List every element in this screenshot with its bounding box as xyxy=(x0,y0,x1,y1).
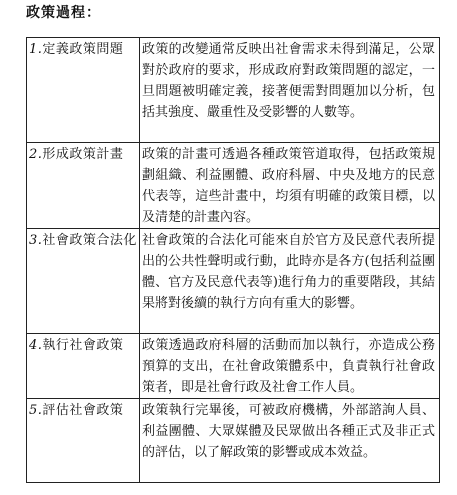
step-description: 政策透過政府科層的活動而加以執行，亦造成公務預算的支出，在社會政策體系中，負責執行社會政策者，即是社會行政及社會工作人員。 xyxy=(140,334,440,399)
table-row xyxy=(27,38,440,143)
step-label: 形成政策計畫 xyxy=(42,147,124,162)
step-label: 執行社會政策 xyxy=(42,338,124,353)
step-number: 5. xyxy=(29,403,43,418)
step-description: 政策的計畫可透過各種政策管道取得，包括政策規劃組織、利益團體、政府科層、中央及地方的民意代表等，這些計畫中，均須有明確的政策目標，以及清楚的計畫內容。 xyxy=(140,143,440,229)
step-label-cell xyxy=(27,334,140,399)
step-label-cell xyxy=(27,38,140,143)
step-label-cell xyxy=(27,399,140,483)
step-number: 2. xyxy=(29,147,43,162)
step-number: 3. xyxy=(29,233,43,248)
step-description: 政策執行完畢後，可被政府機構，外部諮詢人員、利益團體、大眾媒體及民眾做出各種正式及非正式的評估，以了解政策的影響或成本效益。 xyxy=(140,399,440,483)
step-label: 社會政策合法化 xyxy=(42,233,137,248)
step-description: 社會政策的合法化可能來自於官方及民意代表所提出的公共性聲明或行動，此時亦是各方(包括利益團體、官方及民意代表等)進行角力的重要階段，其結果將對後續的執行方向有重大的影響。 xyxy=(140,229,440,334)
table-row xyxy=(27,334,440,399)
step-label: 定義政策問題 xyxy=(42,42,124,57)
table-row xyxy=(27,143,440,229)
section-heading: 政策過程： xyxy=(26,5,101,21)
step-label-cell xyxy=(27,229,140,334)
step-number: 4. xyxy=(29,338,43,353)
step-number: 1. xyxy=(29,42,43,57)
table-row xyxy=(27,399,440,483)
step-label: 評估社會政策 xyxy=(42,403,124,418)
table-row xyxy=(27,229,440,334)
policy-process-table xyxy=(26,37,440,483)
step-label-cell xyxy=(27,143,140,229)
step-description: 政策的改變通常反映出社會需求未得到滿足，公眾對於政府的要求，形成政府對政策問題的認定，一旦問題被明確定義，接著便需對問題加以分析，包括其強度、嚴重性及受影響的人數等。 xyxy=(140,38,440,143)
